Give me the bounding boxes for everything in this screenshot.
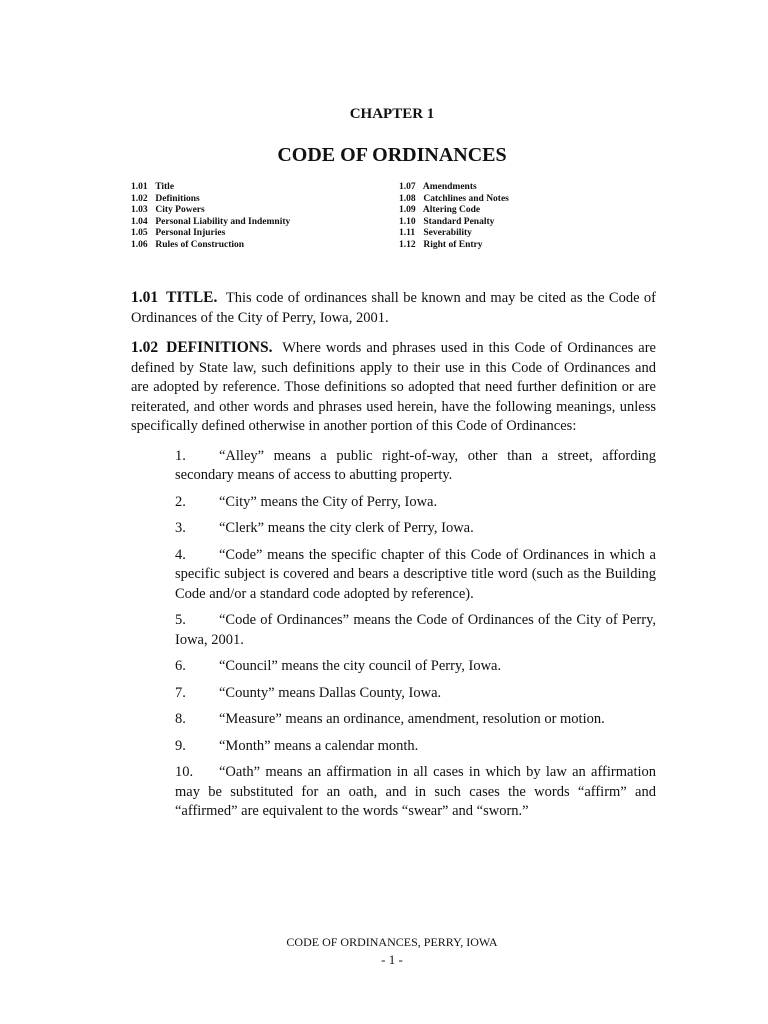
toc-item: 1.05 Personal Injuries	[131, 228, 226, 239]
toc-item: 1.11 Severability	[399, 228, 472, 239]
document-title: CODE OF ORDINANCES	[277, 144, 507, 166]
toc-item: 1.10 Standard Penalty	[399, 216, 495, 227]
toc-item: 1.08 Catchlines and Notes	[399, 193, 509, 204]
section-1-02	[131, 338, 656, 437]
definition-item: 8. “Measure” means an ordinance, amendment, resolution or motion.	[175, 711, 605, 727]
document-body	[131, 288, 656, 829]
page-footer	[0, 934, 768, 968]
definition-item: 7. “County” means Dallas County, Iowa.	[175, 684, 442, 701]
chapter-label: CHAPTER 1	[349, 106, 435, 122]
section-heading: 1.01 TITLE.	[131, 289, 218, 306]
toc-item: 1.02 Definitions	[131, 193, 200, 204]
toc-right-column	[399, 182, 509, 252]
running-footer-title: CODE OF ORDINANCES, PERRY, IOWA	[286, 935, 498, 949]
section-1-01	[131, 288, 656, 328]
toc-left-column	[131, 182, 290, 252]
toc-item: 1.04 Personal Liability and Indemnity	[131, 216, 291, 227]
definition-item: 6. “Council” means the city council of Perry, Iowa.	[175, 658, 502, 674]
definition-item: 5. “Code of Ordinances” means the Code of Ordinances of the City of Perry, Iowa, 2001.	[175, 612, 656, 648]
definition-item: 10. “Oath” means an affirmation in all cases in which by law an affirmation may be substituted for an oath, and in such cases the words “affirm” and “affirmed” are equivalent to the words “swear” and “sworn.”	[175, 764, 656, 819]
toc-item: 1.01 Title	[131, 182, 175, 192]
section-heading: 1.02 DEFINITIONS.	[131, 339, 273, 356]
section-text: This code of ordinances shall be known and may be cited as the Code of Ordinances of the City of Perry, Iowa, 2001.	[131, 290, 656, 326]
definition-item: 1. “Alley” means a public right-of-way, other than a street, affording secondary means of access to abutting property.	[175, 447, 656, 483]
toc-item: 1.06 Rules of Construction	[131, 239, 245, 250]
definition-item: 9. “Month” means a calendar month.	[175, 737, 419, 754]
section-text: Where words and phrases used in this Code of Ordinances are defined by State law, such definitions apply to their use in this Code of Ordinances and are adopted by reference. Those definitions so adopted that need further definition or are reiterated, and other words and phrases used herein, have the following meanings, unless specifically defined otherwise in another portion of this Code of Ordinances:	[131, 340, 656, 434]
page-number: - 1 -	[381, 952, 403, 967]
definition-item: 2. “City” means the City of Perry, Iowa.	[175, 493, 438, 510]
toc-item: 1.07 Amendments	[399, 182, 477, 192]
definition-item: 3. “Clerk” means the city clerk of Perry, Iowa.	[175, 520, 474, 536]
toc-item: 1.12 Right of Entry	[399, 239, 483, 250]
definition-item: 4. “Code” means the specific chapter of this Code of Ordinances in which a specific subject is covered and bears a descriptive title word (such as the Building Code and/or a standard code adopted by reference).	[175, 546, 656, 602]
toc-item: 1.03 City Powers	[131, 205, 205, 216]
toc-item: 1.09 Altering Code	[399, 205, 481, 216]
